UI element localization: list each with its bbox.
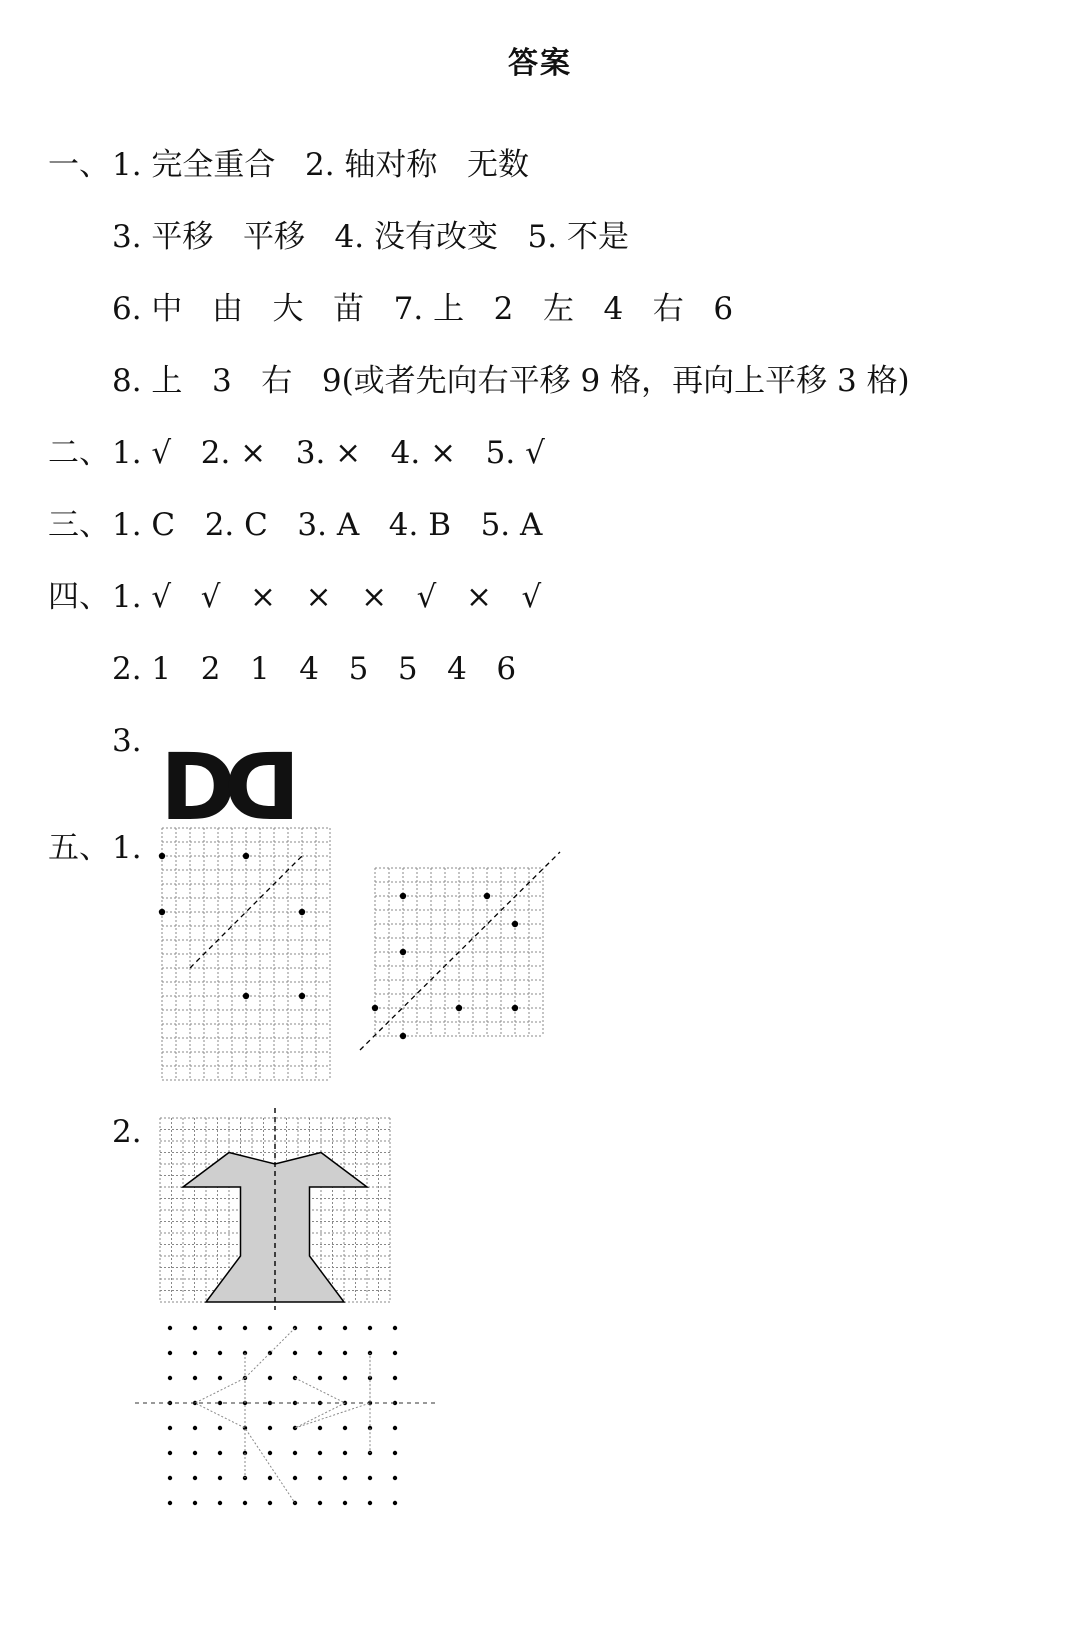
answer-line-6: 1. C 2. C 3. A 4. B 5. A (112, 507, 543, 543)
grid-dot (400, 1033, 406, 1039)
section-5-label: 五、 (48, 830, 110, 866)
answer-line-3: 6. 中 由 大 苗 7. 上 2 左 4 右 6 (112, 291, 734, 327)
grid-dot (243, 1326, 247, 1330)
answer-5-2-number: 2. (112, 1114, 142, 1150)
grid-dot (368, 1476, 372, 1480)
grid-dot (168, 1326, 172, 1330)
grid-dot (343, 1376, 347, 1380)
grid-dot (456, 1005, 462, 1011)
grid-dot (243, 853, 249, 859)
grid-dot (168, 1426, 172, 1430)
grid-dot (393, 1501, 397, 1505)
grid-dot (372, 1005, 378, 1011)
grid-dot (193, 1501, 197, 1505)
grid-dot (393, 1476, 397, 1480)
grid-dot (193, 1476, 197, 1480)
answer-line-2: 3. 平移 平移 4. 没有改变 5. 不是 (112, 219, 629, 255)
answer-line-1: 1. 完全重合 2. 轴对称 无数 (112, 147, 529, 183)
grid-dot (243, 993, 249, 999)
mirrored-letter-d: D (230, 734, 301, 841)
grid-dot (299, 909, 305, 915)
grid-dot (168, 1451, 172, 1455)
answer-line-8: 2. 1 2 1 4 5 5 4 6 (112, 651, 517, 687)
grid-dot (218, 1476, 222, 1480)
grid-dot (318, 1351, 322, 1355)
letter-d: D (160, 734, 231, 841)
grid-dot (168, 1501, 172, 1505)
grid-dot (218, 1376, 222, 1380)
arrow-dot-grid (135, 1318, 440, 1518)
answer-5-1-number: 1. (112, 830, 142, 866)
grid-dot (393, 1451, 397, 1455)
section-3-label: 三、 (48, 507, 110, 543)
grid-dot (159, 909, 165, 915)
grid-dot (393, 1326, 397, 1330)
grid-dot (318, 1501, 322, 1505)
answer-line-5: 1. √ 2. × 3. × 4. × 5. √ (112, 435, 545, 471)
grid-dot (343, 1326, 347, 1330)
grid-dot (318, 1326, 322, 1330)
grid-dot (193, 1451, 197, 1455)
grid-dot (299, 993, 305, 999)
grid-dot (268, 1451, 272, 1455)
symmetry-grid-diagonal-dots (360, 852, 565, 1052)
grid-dot (293, 1451, 297, 1455)
symmetry-grid-vertical-dots (162, 828, 332, 1082)
grid-dot (393, 1426, 397, 1430)
grid-dot (168, 1376, 172, 1380)
grid-dot (318, 1376, 322, 1380)
grid-dot (268, 1326, 272, 1330)
grid-dot (400, 949, 406, 955)
section-1-label: 一、 (48, 147, 110, 183)
grid-dot (218, 1326, 222, 1330)
grid-dot (193, 1326, 197, 1330)
grid-dot (343, 1351, 347, 1355)
answer-line-4: 8. 上 3 右 9(或者先向右平移 9 格，再向上平移 3 格) (112, 363, 910, 399)
grid-dot (318, 1476, 322, 1480)
grid-dot (268, 1426, 272, 1430)
grid-dot (293, 1351, 297, 1355)
grid-dot (368, 1501, 372, 1505)
section-2-label: 二、 (48, 435, 110, 471)
grid-dot (218, 1351, 222, 1355)
symmetric-t-shape-grid (160, 1108, 392, 1304)
grid-dot (512, 921, 518, 927)
page-title: 答案 (508, 46, 572, 81)
section-4-label: 四、 (48, 579, 110, 615)
grid-dot (400, 893, 406, 899)
grid-dot (218, 1426, 222, 1430)
grid-dot (512, 1005, 518, 1011)
grid-dot (343, 1426, 347, 1430)
grid-dot (293, 1476, 297, 1480)
grid-dot (393, 1376, 397, 1380)
grid-dot (193, 1426, 197, 1430)
grid-dot (268, 1501, 272, 1505)
grid-dot (168, 1351, 172, 1355)
grid-dot (268, 1376, 272, 1380)
grid-dot (193, 1351, 197, 1355)
mirror-d-figure (160, 734, 301, 841)
grid-dot (193, 1376, 197, 1380)
answer-line-7: 1. √ √ × × × √ × √ (112, 579, 542, 615)
grid-dot (318, 1451, 322, 1455)
grid-dot (343, 1501, 347, 1505)
answer-3-number: 3. (112, 723, 142, 759)
grid-dot (343, 1476, 347, 1480)
grid-dot (318, 1426, 322, 1430)
grid-dot (484, 893, 490, 899)
grid-dot (368, 1326, 372, 1330)
grid-dot (243, 1501, 247, 1505)
grid-dot (393, 1351, 397, 1355)
grid-dot (168, 1476, 172, 1480)
grid-dot (218, 1501, 222, 1505)
grid-dot (268, 1476, 272, 1480)
grid-dot (343, 1451, 347, 1455)
grid-dot (159, 853, 165, 859)
grid-dot (218, 1451, 222, 1455)
